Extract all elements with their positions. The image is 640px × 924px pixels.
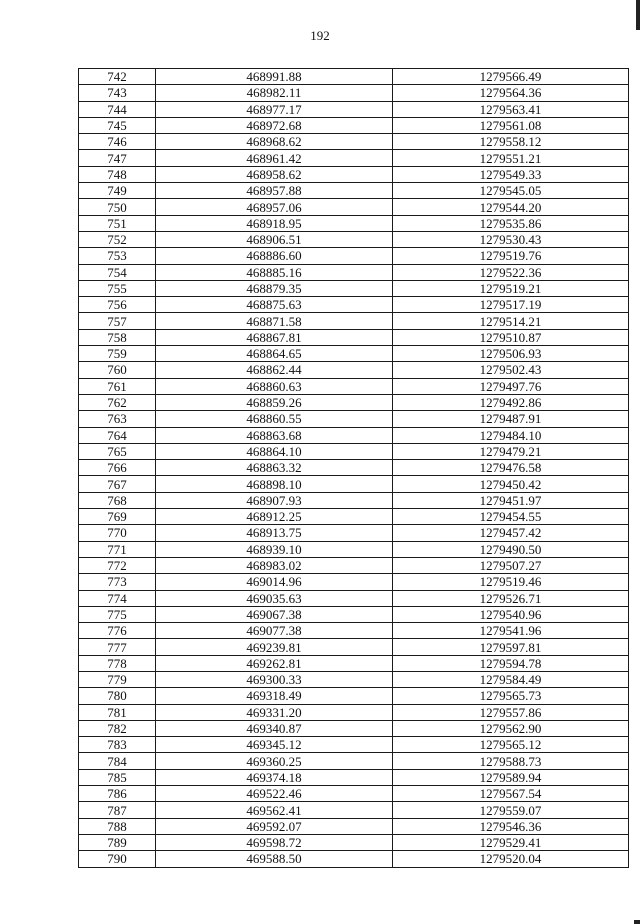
x-coordinate-cell: 469300.33 <box>156 671 393 687</box>
table-row <box>79 411 629 427</box>
point-number-cell: 778 <box>79 655 156 671</box>
y-coordinate-cell: 1279588.73 <box>393 753 629 769</box>
y-coordinate-cell: 1279558.12 <box>393 134 629 150</box>
point-number-cell: 786 <box>79 786 156 802</box>
coordinates-table-body <box>79 69 629 868</box>
y-coordinate-cell: 1279544.20 <box>393 199 629 215</box>
table-row <box>79 329 629 345</box>
point-number-cell: 762 <box>79 394 156 410</box>
x-coordinate-cell: 468862.44 <box>156 362 393 378</box>
table-row <box>79 313 629 329</box>
y-coordinate-cell: 1279562.90 <box>393 720 629 736</box>
y-coordinate-cell: 1279565.12 <box>393 737 629 753</box>
x-coordinate-cell: 469374.18 <box>156 769 393 785</box>
point-number-cell: 743 <box>79 85 156 101</box>
table-row <box>79 655 629 671</box>
table-row <box>79 117 629 133</box>
page-number: 192 <box>310 28 330 43</box>
y-coordinate-cell: 1279561.08 <box>393 117 629 133</box>
point-number-cell: 759 <box>79 346 156 362</box>
point-number-cell: 760 <box>79 362 156 378</box>
x-coordinate-cell: 468913.75 <box>156 525 393 541</box>
point-number-cell: 787 <box>79 802 156 818</box>
table-row <box>79 541 629 557</box>
x-coordinate-cell: 468867.81 <box>156 329 393 345</box>
table-row <box>79 362 629 378</box>
y-coordinate-cell: 1279519.46 <box>393 574 629 590</box>
y-coordinate-cell: 1279517.19 <box>393 297 629 313</box>
table-row <box>79 557 629 573</box>
y-coordinate-cell: 1279492.86 <box>393 394 629 410</box>
point-number-cell: 754 <box>79 264 156 280</box>
point-number-cell: 772 <box>79 557 156 573</box>
y-coordinate-cell: 1279546.36 <box>393 818 629 834</box>
y-coordinate-cell: 1279451.97 <box>393 492 629 508</box>
y-coordinate-cell: 1279519.76 <box>393 248 629 264</box>
y-coordinate-cell: 1279476.58 <box>393 460 629 476</box>
x-coordinate-cell: 469588.50 <box>156 851 393 867</box>
y-coordinate-cell: 1279514.21 <box>393 313 629 329</box>
x-coordinate-cell: 469562.41 <box>156 802 393 818</box>
x-coordinate-cell: 469522.46 <box>156 786 393 802</box>
x-coordinate-cell: 469592.07 <box>156 818 393 834</box>
point-number-cell: 746 <box>79 134 156 150</box>
x-coordinate-cell: 468977.17 <box>156 101 393 117</box>
table-row <box>79 280 629 296</box>
y-coordinate-cell: 1279450.42 <box>393 476 629 492</box>
point-number-cell: 769 <box>79 509 156 525</box>
table-row <box>79 671 629 687</box>
x-coordinate-cell: 469331.20 <box>156 704 393 720</box>
x-coordinate-cell: 468859.26 <box>156 394 393 410</box>
y-coordinate-cell: 1279541.96 <box>393 623 629 639</box>
point-number-cell: 781 <box>79 704 156 720</box>
x-coordinate-cell: 468864.65 <box>156 346 393 362</box>
x-coordinate-cell: 468860.63 <box>156 378 393 394</box>
x-coordinate-cell: 469014.96 <box>156 574 393 590</box>
y-coordinate-cell: 1279557.86 <box>393 704 629 720</box>
table-row <box>79 704 629 720</box>
x-coordinate-cell: 469067.38 <box>156 606 393 622</box>
y-coordinate-cell: 1279506.93 <box>393 346 629 362</box>
y-coordinate-cell: 1279484.10 <box>393 427 629 443</box>
y-coordinate-cell: 1279564.36 <box>393 85 629 101</box>
x-coordinate-cell: 468906.51 <box>156 231 393 247</box>
table-row <box>79 69 629 85</box>
table-row <box>79 688 629 704</box>
x-coordinate-cell: 469345.12 <box>156 737 393 753</box>
x-coordinate-cell: 468912.25 <box>156 509 393 525</box>
y-coordinate-cell: 1279507.27 <box>393 557 629 573</box>
y-coordinate-cell: 1279497.76 <box>393 378 629 394</box>
point-number-cell: 750 <box>79 199 156 215</box>
point-number-cell: 758 <box>79 329 156 345</box>
point-number-cell: 782 <box>79 720 156 736</box>
table-row <box>79 720 629 736</box>
x-coordinate-cell: 468863.68 <box>156 427 393 443</box>
table-row <box>79 443 629 459</box>
x-coordinate-cell: 469077.38 <box>156 623 393 639</box>
y-coordinate-cell: 1279479.21 <box>393 443 629 459</box>
point-number-cell: 748 <box>79 166 156 182</box>
table-row <box>79 134 629 150</box>
x-coordinate-cell: 468972.68 <box>156 117 393 133</box>
table-row <box>79 346 629 362</box>
table-row <box>79 476 629 492</box>
x-coordinate-cell: 468958.62 <box>156 166 393 182</box>
y-coordinate-cell: 1279522.36 <box>393 264 629 280</box>
x-coordinate-cell: 468907.93 <box>156 492 393 508</box>
x-coordinate-cell: 468871.58 <box>156 313 393 329</box>
point-number-cell: 763 <box>79 411 156 427</box>
table-row <box>79 525 629 541</box>
y-coordinate-cell: 1279487.91 <box>393 411 629 427</box>
y-coordinate-cell: 1279529.41 <box>393 834 629 850</box>
table-row <box>79 183 629 199</box>
table-row <box>79 231 629 247</box>
point-number-cell: 766 <box>79 460 156 476</box>
table-row <box>79 394 629 410</box>
point-number-cell: 767 <box>79 476 156 492</box>
table-row <box>79 264 629 280</box>
y-coordinate-cell: 1279545.05 <box>393 183 629 199</box>
y-coordinate-cell: 1279502.43 <box>393 362 629 378</box>
y-coordinate-cell: 1279567.54 <box>393 786 629 802</box>
table-row <box>79 769 629 785</box>
x-coordinate-cell: 468982.11 <box>156 85 393 101</box>
point-number-cell: 785 <box>79 769 156 785</box>
point-number-cell: 753 <box>79 248 156 264</box>
x-coordinate-cell: 468879.35 <box>156 280 393 296</box>
x-coordinate-cell: 468864.10 <box>156 443 393 459</box>
table-row <box>79 101 629 117</box>
point-number-cell: 770 <box>79 525 156 541</box>
y-coordinate-cell: 1279535.86 <box>393 215 629 231</box>
point-number-cell: 777 <box>79 639 156 655</box>
y-coordinate-cell: 1279510.87 <box>393 329 629 345</box>
table-row <box>79 606 629 622</box>
scan-edge-mark-bottom <box>634 920 640 924</box>
y-coordinate-cell: 1279559.07 <box>393 802 629 818</box>
x-coordinate-cell: 468983.02 <box>156 557 393 573</box>
table-row <box>79 427 629 443</box>
x-coordinate-cell: 468991.88 <box>156 69 393 85</box>
point-number-cell: 764 <box>79 427 156 443</box>
x-coordinate-cell: 468918.95 <box>156 215 393 231</box>
y-coordinate-cell: 1279563.41 <box>393 101 629 117</box>
point-number-cell: 757 <box>79 313 156 329</box>
point-number-cell: 765 <box>79 443 156 459</box>
x-coordinate-cell: 469262.81 <box>156 655 393 671</box>
y-coordinate-cell: 1279530.43 <box>393 231 629 247</box>
table-row <box>79 297 629 313</box>
point-number-cell: 783 <box>79 737 156 753</box>
table-row <box>79 378 629 394</box>
point-number-cell: 744 <box>79 101 156 117</box>
point-number-cell: 768 <box>79 492 156 508</box>
y-coordinate-cell: 1279526.71 <box>393 590 629 606</box>
x-coordinate-cell: 469598.72 <box>156 834 393 850</box>
table-row <box>79 851 629 867</box>
point-number-cell: 749 <box>79 183 156 199</box>
table-row <box>79 166 629 182</box>
y-coordinate-cell: 1279584.49 <box>393 671 629 687</box>
y-coordinate-cell: 1279566.49 <box>393 69 629 85</box>
y-coordinate-cell: 1279457.42 <box>393 525 629 541</box>
point-number-cell: 751 <box>79 215 156 231</box>
y-coordinate-cell: 1279519.21 <box>393 280 629 296</box>
point-number-cell: 775 <box>79 606 156 622</box>
x-coordinate-cell: 468957.88 <box>156 183 393 199</box>
point-number-cell: 790 <box>79 851 156 867</box>
x-coordinate-cell: 469035.63 <box>156 590 393 606</box>
point-number-cell: 747 <box>79 150 156 166</box>
x-coordinate-cell: 468886.60 <box>156 248 393 264</box>
x-coordinate-cell: 468961.42 <box>156 150 393 166</box>
x-coordinate-cell: 468860.55 <box>156 411 393 427</box>
table-row <box>79 574 629 590</box>
point-number-cell: 784 <box>79 753 156 769</box>
y-coordinate-cell: 1279540.96 <box>393 606 629 622</box>
table-row <box>79 460 629 476</box>
point-number-cell: 755 <box>79 280 156 296</box>
point-number-cell: 745 <box>79 117 156 133</box>
x-coordinate-cell: 468968.62 <box>156 134 393 150</box>
y-coordinate-cell: 1279589.94 <box>393 769 629 785</box>
x-coordinate-cell: 468875.63 <box>156 297 393 313</box>
table-row <box>79 85 629 101</box>
table-row <box>79 623 629 639</box>
point-number-cell: 752 <box>79 231 156 247</box>
point-number-cell: 788 <box>79 818 156 834</box>
y-coordinate-cell: 1279551.21 <box>393 150 629 166</box>
x-coordinate-cell: 468939.10 <box>156 541 393 557</box>
y-coordinate-cell: 1279520.04 <box>393 851 629 867</box>
x-coordinate-cell: 468885.16 <box>156 264 393 280</box>
table-row <box>79 199 629 215</box>
table-row <box>79 786 629 802</box>
point-number-cell: 780 <box>79 688 156 704</box>
point-number-cell: 776 <box>79 623 156 639</box>
y-coordinate-cell: 1279549.33 <box>393 166 629 182</box>
point-number-cell: 742 <box>79 69 156 85</box>
table-row <box>79 248 629 264</box>
table-row <box>79 509 629 525</box>
table-row <box>79 737 629 753</box>
point-number-cell: 756 <box>79 297 156 313</box>
scan-edge-mark-top <box>636 0 640 30</box>
y-coordinate-cell: 1279597.81 <box>393 639 629 655</box>
table-row <box>79 492 629 508</box>
point-number-cell: 761 <box>79 378 156 394</box>
table-row <box>79 639 629 655</box>
point-number-cell: 773 <box>79 574 156 590</box>
x-coordinate-cell: 469318.49 <box>156 688 393 704</box>
x-coordinate-cell: 468898.10 <box>156 476 393 492</box>
x-coordinate-cell: 469239.81 <box>156 639 393 655</box>
y-coordinate-cell: 1279565.73 <box>393 688 629 704</box>
point-number-cell: 774 <box>79 590 156 606</box>
table-row <box>79 818 629 834</box>
table-row <box>79 802 629 818</box>
table-row <box>79 753 629 769</box>
y-coordinate-cell: 1279490.50 <box>393 541 629 557</box>
table-row <box>79 834 629 850</box>
point-number-cell: 771 <box>79 541 156 557</box>
x-coordinate-cell: 469340.87 <box>156 720 393 736</box>
table-row <box>79 215 629 231</box>
y-coordinate-cell: 1279454.55 <box>393 509 629 525</box>
x-coordinate-cell: 468957.06 <box>156 199 393 215</box>
table-row <box>79 590 629 606</box>
y-coordinate-cell: 1279594.78 <box>393 655 629 671</box>
table-row <box>79 150 629 166</box>
x-coordinate-cell: 468863.32 <box>156 460 393 476</box>
x-coordinate-cell: 469360.25 <box>156 753 393 769</box>
point-number-cell: 779 <box>79 671 156 687</box>
coordinates-table <box>78 68 629 868</box>
point-number-cell: 789 <box>79 834 156 850</box>
